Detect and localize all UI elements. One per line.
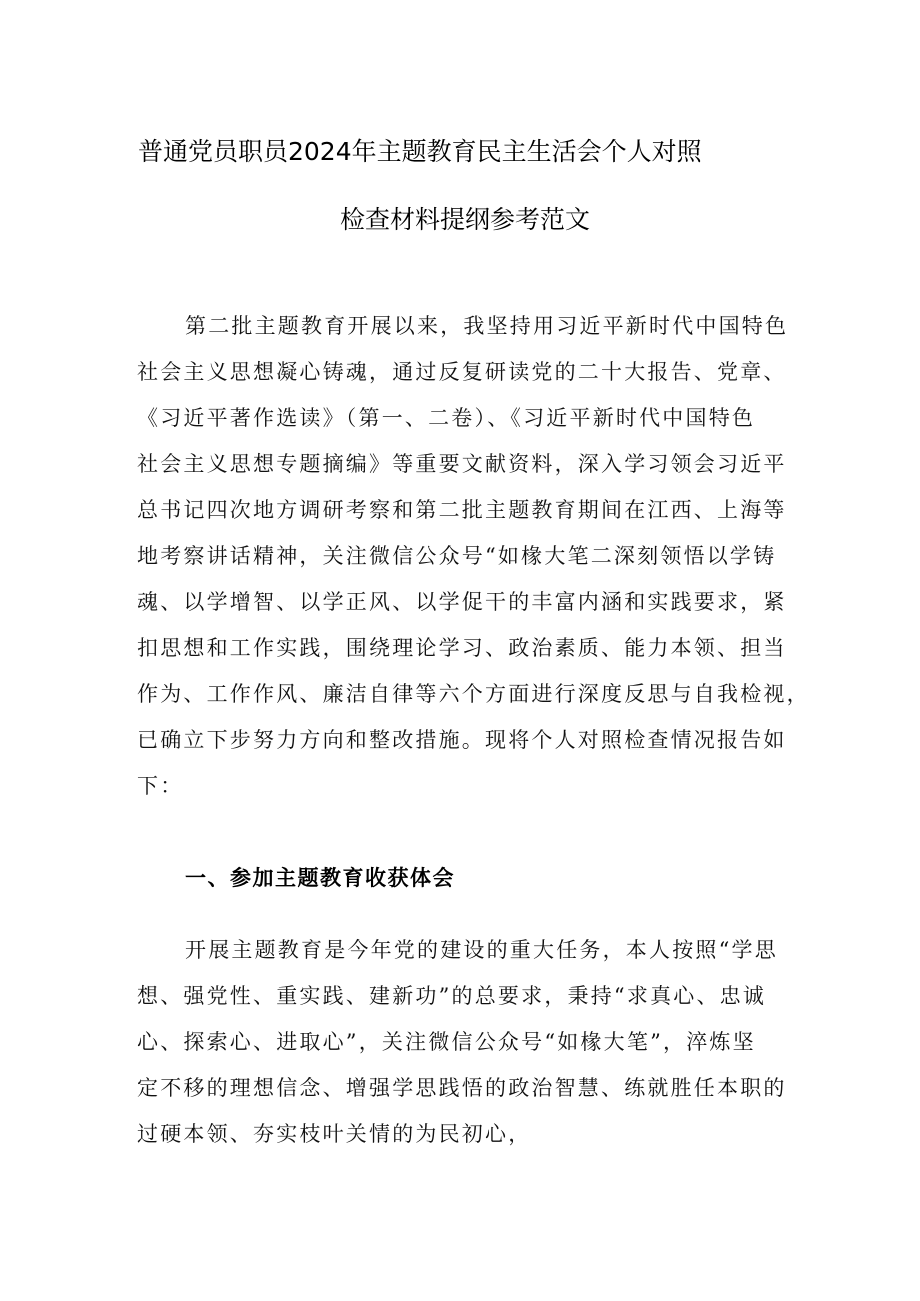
intro-paragraph-line: 社会主义思想凝心铸魂，通过反复研读党的二十大报告、党章、: [137, 360, 787, 384]
intro-paragraph-line: 地考察讲话精神，关注微信公众号“如椽大笔二深刻领悟以学铸: [137, 544, 777, 568]
intro-paragraph-line: 《习近平著作选读》（第一、二卷）、《习近平新时代中国特色: [137, 406, 756, 430]
intro-paragraph-line: 扣思想和工作实践，围绕理论学习、政治素质、能力本领、担当: [137, 636, 787, 660]
intro-paragraph-line: 作为、工作作风、廉洁自律等六个方面进行深度反思与自我检视，: [137, 682, 810, 706]
intro-paragraph-line: 下：: [137, 774, 184, 798]
intro-paragraph-line: 社会主义思想专题摘编》等重要文献资料，深入学习领会习近平: [137, 452, 787, 476]
section-paragraph-line: 定不移的理想信念、增强学思践悟的政治智慧、练就胜任本职的: [137, 1076, 787, 1100]
intro-paragraph-line: 总书记四次地方调研考察和第二批主题教育期间在江西、上海等: [137, 498, 787, 522]
intro-paragraph-line: 第二批主题教育开展以来，我坚持用习近平新时代中国特色: [185, 314, 789, 338]
section-paragraph-line: 过硬本领、夯实枝叶关情的为民初心，: [137, 1122, 532, 1146]
document-title-line-1: 普通党员职员2024年主题教育民主生活会个人对照: [138, 137, 702, 166]
section-paragraph-line: 开展主题教育是今年党的建设的重大任务，本人按照“学思: [185, 938, 778, 962]
section-heading: 一、参加主题教育收获体会: [185, 866, 455, 890]
intro-paragraph-line: 魂、以学增智、以学正风、以学促干的丰富内涵和实践要求，紧: [137, 590, 787, 614]
intro-paragraph-line: 已确立下步努力方向和整改措施。现将个人对照检查情况报告如: [137, 728, 787, 752]
document-title-line-2: 检查材料提纲参考范文: [340, 205, 591, 234]
section-paragraph-line: 想、强党性、重实践、建新功”的总要求，秉持“求真心、忠诚: [137, 984, 767, 1008]
section-paragraph-line: 心、探索心、进取心”，关注微信公众号“如椽大笔”，淬炼坚: [137, 1030, 756, 1054]
